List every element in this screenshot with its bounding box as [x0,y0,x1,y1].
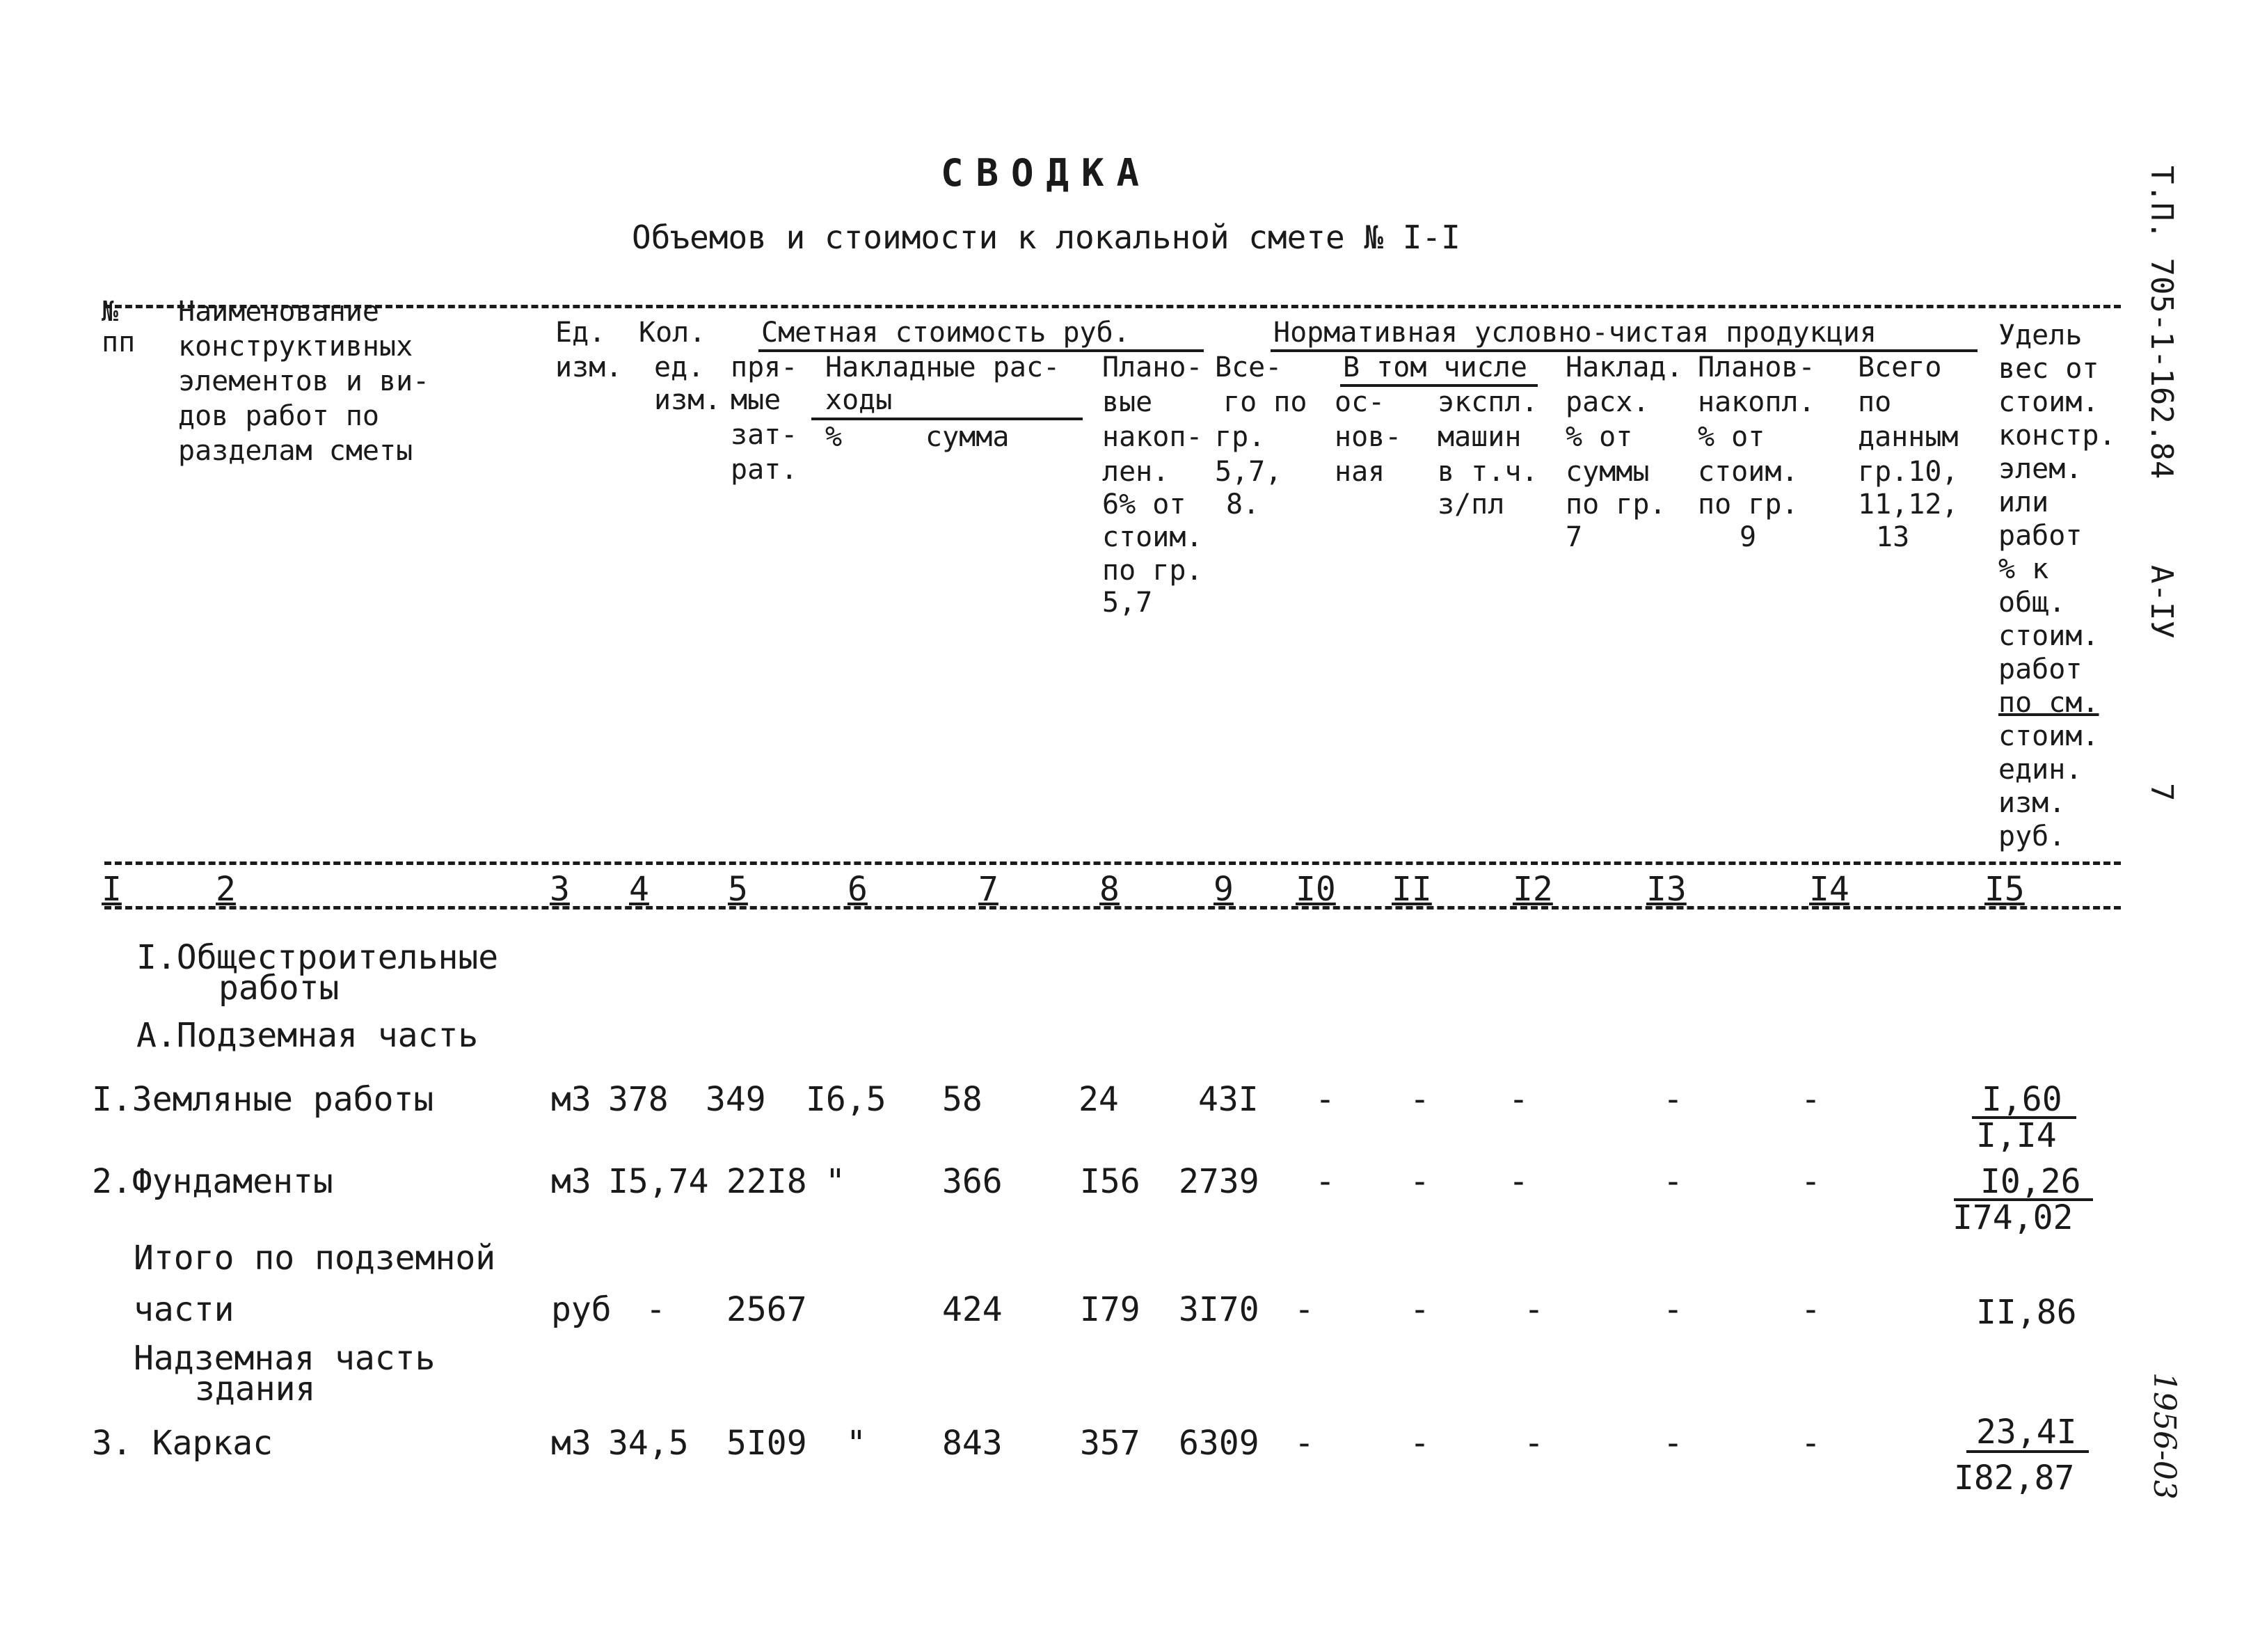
column-number-15: I5 [1984,870,2025,909]
header-col6-pct: % [825,421,843,453]
row-col11: - [1410,1290,1430,1329]
row-col10: - [1294,1290,1314,1329]
header-col10-line1: ос- [1335,386,1385,418]
header-col10-line2: нов- [1335,421,1402,453]
header-col14-line3: данным [1858,421,1959,453]
header-v-tom-chisle: В том числе [1343,351,1527,383]
header-col10-line3: ная [1335,456,1385,488]
header-col12-line5: по гр. [1566,489,1666,521]
header-col8-line1: Плано- [1102,351,1203,383]
row-overhead-pct: " [825,1162,845,1201]
row-col13: - [1663,1080,1683,1119]
row-overhead-sum: 58 [942,1080,982,1119]
header-col11-line4: з/пл [1438,489,1505,521]
side-page-number: 7 [2144,783,2179,802]
side-album-code: А-IУ [2144,565,2179,639]
row-name: 3. Каркас [92,1424,273,1463]
row-unit: м3 [551,1080,591,1119]
header-col15-line1: Удель [1998,319,2083,351]
header-col15-line3: стоим. [1998,386,2099,418]
header-nakladnye-underline [811,418,1083,420]
row-col14: - [1801,1162,1821,1201]
header-col15-line4: констр. [1998,420,2116,452]
row-col10: - [1294,1424,1314,1463]
header-col5-line2: мые [731,384,781,416]
column-number-4: 4 [629,870,649,909]
row-name: части [134,1290,234,1329]
column-number-7: 7 [978,870,998,909]
row-weight-fraction-line [1966,1450,2089,1453]
row-col11: - [1410,1080,1430,1119]
row-col11: - [1410,1162,1430,1201]
row-total: 43I [1198,1080,1259,1119]
column-number-13: I3 [1646,870,1687,909]
header-col15-line5: элем. [1998,453,2083,485]
row-quantity: - [646,1290,666,1329]
column-number-14: I4 [1809,870,1849,909]
row-total: 2739 [1179,1162,1259,1201]
row-weight-bottom: I,I4 [1976,1116,2057,1155]
header-col8-line3: накоп- [1102,421,1203,453]
column-number-6: 6 [848,870,868,909]
row-total: 6309 [1179,1424,1259,1463]
header-col12-line3: % от [1566,421,1633,453]
row-direct-costs: 349 [706,1080,766,1119]
header-col15-line7: работ [1998,520,2083,552]
header-col8-line8: 5,7 [1102,587,1153,619]
row-total: 3I70 [1179,1290,1259,1329]
row-planned-accum: I79 [1080,1290,1140,1329]
section-heading-aboveground-cont: здания [195,1369,316,1408]
row-overhead-pct: " [846,1424,866,1463]
column-number-11: II [1392,870,1432,909]
row-col10: - [1315,1162,1335,1201]
header-col14-line5: 11,12, [1858,489,1959,521]
row-unit: руб [551,1290,612,1329]
header-col15-line13: стоим. [1998,720,2099,752]
header-col11-line1: экспл. [1438,386,1538,418]
row-weight-bottom: I74,02 [1952,1198,2074,1237]
column-number-3: 3 [550,870,570,909]
column-number-9: 9 [1213,870,1234,909]
column-number-10: I0 [1296,870,1336,909]
row-col14: - [1801,1080,1821,1119]
header-col15-line11: работ [1998,653,2083,685]
row-overhead-sum: 424 [942,1290,1003,1329]
column-number-5: 5 [728,870,748,909]
header-col13-line3: % от [1698,421,1765,453]
header-col9-line5: 8. [1226,489,1260,521]
document-subtitle: Объемов и стоимости к локальной смете № I-I [632,219,1461,256]
header-col12-line1: Наклад. [1566,351,1683,383]
column-number-1: I [102,870,122,909]
header-col4-line1: Кол. [639,317,706,349]
header-col8-line4: лен. [1102,456,1170,488]
section-heading-underground: А.Подземная часть [136,1016,479,1055]
header-col15-line12: по см. [1998,687,2099,719]
row-col10: - [1315,1080,1335,1119]
row-weight-top: II,86 [1976,1293,2077,1332]
header-col15-line10: стоим. [1998,620,2099,652]
header-col15-line15: изм. [1998,787,2066,819]
header-col8-line7: по гр. [1102,555,1203,587]
section-heading-general: I.Общестроительные [136,938,499,977]
row-quantity: 34,5 [608,1424,689,1463]
side-handwritten-number: 1956-03 [2147,1372,2182,1500]
section-heading-general-cont: работы [218,969,340,1008]
document-title: СВОДКА [941,151,1152,195]
header-col9-line2: го по [1223,386,1307,418]
row-col12: - [1524,1290,1544,1329]
header-col4-line2: ед. [654,351,705,383]
header-col15-line9: общ. [1998,587,2066,619]
row-col13: - [1663,1290,1683,1329]
header-col5-line4: рат. [731,454,798,486]
header-col15-line16: руб. [1998,820,2066,852]
row-quantity: I5,74 [608,1162,709,1201]
header-normativnaya-group: Нормативная условно-чистая продукция [1273,317,1877,349]
row-weight-top: I,60 [1982,1080,2062,1119]
header-khody: ходы [825,384,893,416]
column-number-8: 8 [1099,870,1120,909]
header-col7-summa: сумма [925,421,1010,453]
row-direct-costs: 2567 [726,1290,807,1329]
header-col15-line14: един. [1998,754,2083,786]
row-direct-costs: 5I09 [726,1424,807,1463]
header-col5-line3: зат- [731,419,798,451]
row-planned-accum: 357 [1080,1424,1140,1463]
row-overhead-sum: 366 [942,1162,1003,1201]
header-col12-line6: 7 [1566,521,1583,553]
header-col9-line1: Все- [1215,351,1282,383]
header-col15-line2: вес от [1998,353,2099,385]
row-weight-bottom: I82,87 [1954,1459,2075,1498]
row-planned-accum: 24 [1079,1080,1119,1119]
header-col14-line6: 13 [1876,521,1910,553]
header-col4-line3: изм. [654,384,722,416]
row-weight-top: 23,4I [1976,1413,2077,1452]
row-unit: м3 [551,1162,591,1201]
header-col8-line5: 6% от [1102,489,1186,521]
header-col13-line6: 9 [1740,521,1757,553]
header-col5-line1: пря- [731,351,798,383]
header-col14-line1: Всего [1858,351,1942,383]
header-col2-line1: Наименование [178,296,379,328]
header-col9-line3: гр. [1215,421,1266,453]
header-col13-line4: стоим. [1698,456,1799,488]
subtotal-underground-label: Итого по подземной [134,1239,496,1278]
header-col14-line4: гр.10, [1858,456,1959,488]
header-col12-line4: суммы [1566,456,1650,488]
header-col11-line2: машин [1438,421,1522,453]
header-top-rule [104,305,2121,308]
row-col12: - [1509,1162,1529,1201]
column-number-2: 2 [216,870,236,909]
row-direct-costs: 22I8 [726,1162,807,1201]
header-col9-line4: 5,7, [1215,456,1282,488]
header-col13-line1: Планов- [1698,351,1815,383]
header-col8-line2: вые [1102,386,1153,418]
row-name: I.Земляные работы [92,1080,434,1119]
header-col8-line6: стоим. [1102,521,1203,553]
row-col12: - [1524,1424,1544,1463]
side-document-code: Т.П. 705-1-162.84 [2144,166,2179,479]
header-col1-line2: пп [102,326,136,358]
header-col1-line1: № [102,296,119,328]
header-col11-line3: в т.ч. [1438,456,1538,488]
row-overhead-sum: 843 [942,1424,1003,1463]
row-planned-accum: I56 [1080,1162,1140,1201]
row-weight-top: I0,26 [1980,1162,2081,1201]
header-smetnaya-group: Сметная стоимость руб. [761,317,1130,349]
row-col13: - [1663,1424,1683,1463]
header-col14-line2: по [1858,386,1892,418]
row-name: 2.Фундаменты [92,1162,333,1201]
row-quantity: 378 [608,1080,669,1119]
header-nakladnye: Накладные рас- [825,351,1060,383]
header-col13-line2: накопл. [1698,386,1815,418]
header-bottom-rule [104,861,2121,865]
header-col2-line2: конструктивных [178,331,413,363]
row-col14: - [1801,1424,1821,1463]
row-col14: - [1801,1290,1821,1329]
header-col3-line2: изм. [555,351,623,383]
row-col12: - [1509,1080,1529,1119]
header-col12-line2: расх. [1566,386,1650,418]
header-col15-line8: % к [1998,553,2049,585]
header-col2-line5: разделам сметы [178,435,413,467]
row-col11: - [1410,1424,1430,1463]
header-col3-line1: Ед. [555,317,606,349]
header-col15-line6: или [1998,486,2049,518]
header-col13-line5: по гр. [1698,489,1799,521]
section-heading-aboveground: Надземная часть [134,1339,436,1378]
row-col13: - [1663,1162,1683,1201]
header-col2-line4: дов работ по [178,400,379,432]
header-col2-line3: элементов и ви- [178,365,430,397]
row-unit: м3 [551,1424,591,1463]
row-overhead-pct: I6,5 [806,1080,886,1119]
column-number-12: I2 [1513,870,1553,909]
